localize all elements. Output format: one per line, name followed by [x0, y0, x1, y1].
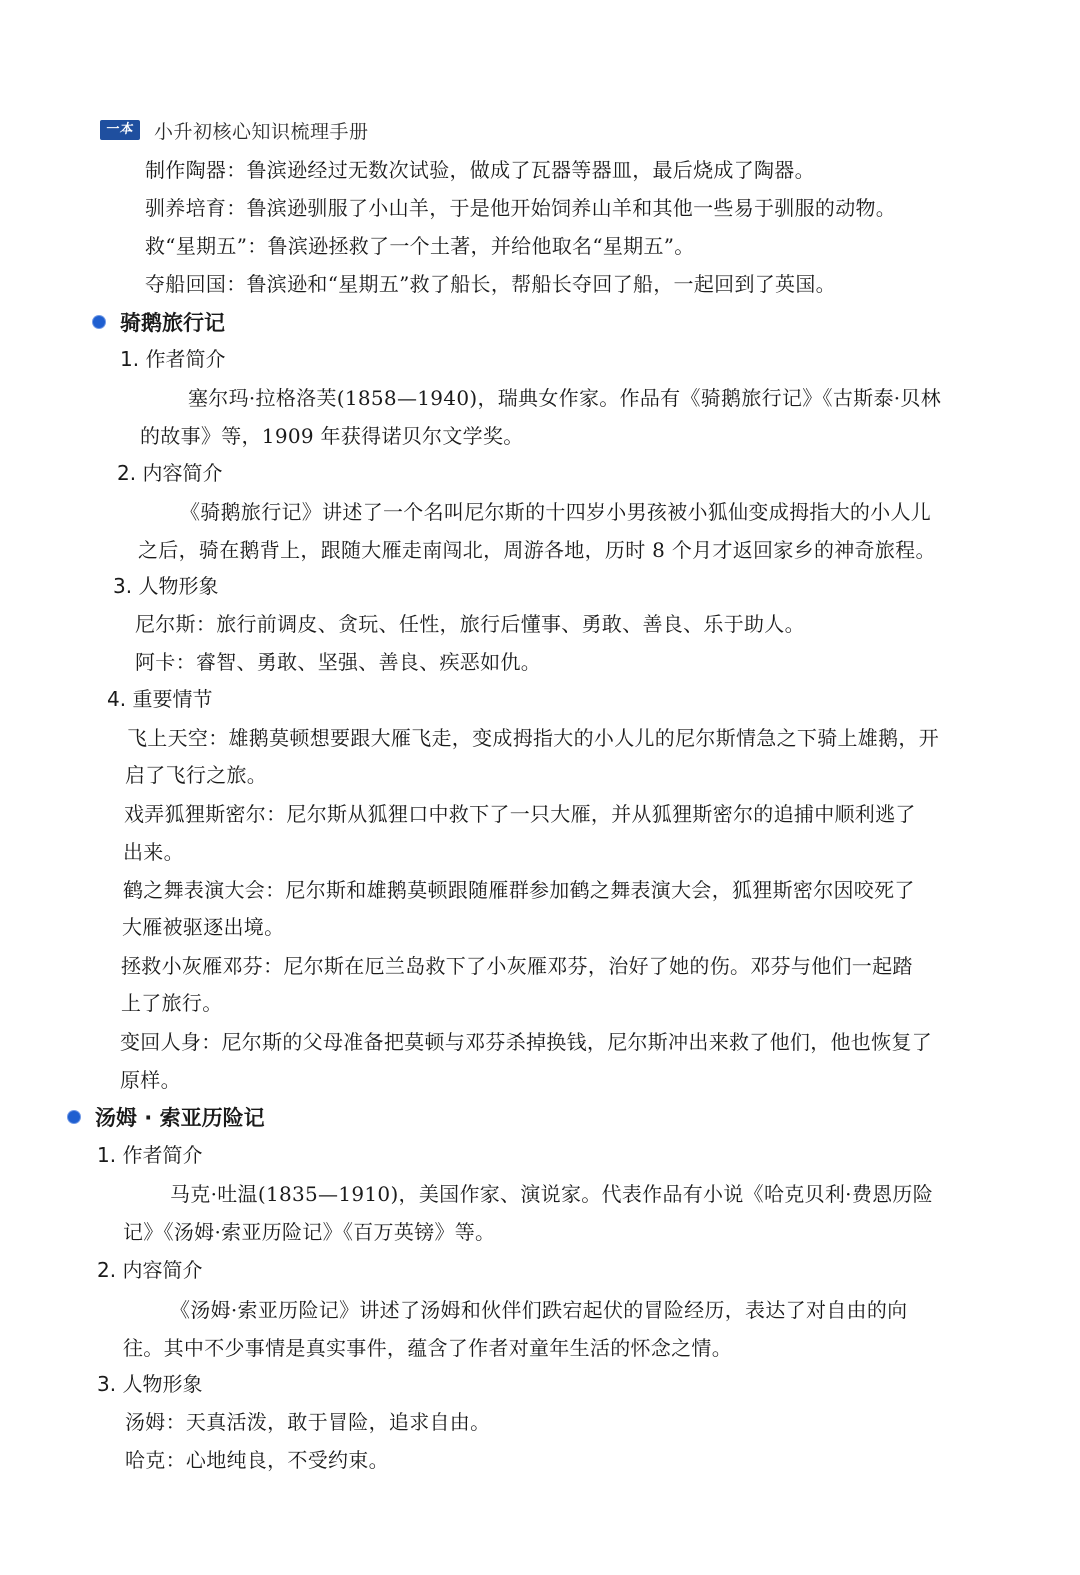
- header-title: 小升初核心知识梳理手册: [154, 120, 369, 143]
- character-item: 尼尔斯：旅行前调皮、贪玩、任性，旅行后懂事、勇敢、善良、乐于助人。: [135, 612, 805, 636]
- plot-item: 启了飞行之旅。: [125, 763, 268, 787]
- plot-item: 拯救小灰雁邓芬：尼尔斯在厄兰岛救下了小灰雁邓芬，治好了她的伤。邓芬与他们一起踏: [121, 954, 913, 978]
- character-item: 汤姆：天真活泼，敢于冒险，追求自由。: [125, 1410, 491, 1434]
- plot-item: 夺船回国：鲁滨逊和“星期五”救了船长，帮船长夺回了船，一起回到了英国。: [145, 272, 836, 296]
- paragraph-line: 的故事》等，1909 年获得诺贝尔文学奖。: [140, 424, 524, 448]
- subheading-plot: 4. 重要情节: [107, 687, 213, 711]
- paragraph-line: 之后，骑在鹅背上，跟随大雁走南闯北，周游各地，历时 8 个月才返回家乡的神奇旅程。: [138, 538, 936, 562]
- character-item: 阿卡：睿智、勇敢、坚强、善良、疾恶如仇。: [135, 650, 541, 674]
- subheading-characters: 3. 人物形象: [113, 574, 219, 598]
- plot-item: 戏弄狐狸斯密尔：尼尔斯从狐狸口中救下了一只大雁，并从狐狸斯密尔的追捕中顺利逃了: [124, 802, 916, 826]
- paragraph-line: 往。其中不少事情是真实事件，蕴含了作者对童年生活的怀念之情。: [123, 1336, 732, 1360]
- character-item: 哈克：心地纯良，不受约束。: [125, 1448, 389, 1472]
- subheading-content: 2. 内容简介: [117, 461, 223, 485]
- subheading-content: 2. 内容简介: [97, 1258, 203, 1282]
- plot-item: 制作陶器：鲁滨逊经过无数次试验，做成了瓦器等器皿，最后烧成了陶器。: [145, 158, 815, 182]
- section-heading-tom: [68, 1102, 265, 1132]
- bullet-icon: [93, 316, 105, 328]
- paragraph-line: 记》《汤姆·索亚历险记》《百万英镑》等。: [123, 1220, 496, 1244]
- plot-item: 出来。: [123, 840, 184, 864]
- plot-item: 飞上天空：雄鹅莫顿想要跟大雁飞走，变成拇指大的小人儿的尼尔斯情急之下骑上雄鹅，开: [127, 726, 939, 750]
- plot-item: 变回人身：尼尔斯的父母准备把莫顿与邓芬杀掉换钱，尼尔斯冲出来救了他们，他也恢复了: [120, 1030, 932, 1054]
- paragraph-line: 马克·吐温(1835—1910)，美国作家、演说家。代表作品有小说《哈克贝利·费恩历险: [170, 1182, 934, 1206]
- subheading-author: 1. 作者简介: [97, 1143, 203, 1167]
- plot-item: 上了旅行。: [121, 991, 223, 1015]
- paragraph-line: 塞尔玛·拉格洛芙(1858—1940)，瑞典女作家。作品有《骑鹅旅行记》《古斯泰·贝林: [188, 386, 942, 410]
- brand-logo: 一本: [100, 120, 140, 140]
- plot-item: 鹤之舞表演大会：尼尔斯和雄鹅莫顿跟随雁群参加鹤之舞表演大会，狐狸斯密尔因咬死了: [123, 878, 915, 902]
- subheading-characters: 3. 人物形象: [97, 1372, 203, 1396]
- section-title: 汤姆 · 索亚历险记: [95, 1106, 265, 1130]
- plot-item: 驯养培育：鲁滨逊驯服了小山羊，于是他开始饲养山羊和其他一些易于驯服的动物。: [145, 196, 897, 220]
- plot-item: 原样。: [120, 1068, 181, 1092]
- plot-item: 救“星期五”：鲁滨逊拯救了一个土著，并给他取名“星期五”。: [145, 234, 695, 258]
- paragraph-line: 《汤姆·索亚历险记》讲述了汤姆和伙伴们跌宕起伏的冒险经历，表达了对自由的向: [170, 1298, 908, 1322]
- page-header: [100, 118, 369, 142]
- section-heading-nils: [93, 307, 225, 337]
- bullet-icon: [68, 1111, 80, 1123]
- section-title: 骑鹅旅行记: [120, 311, 225, 335]
- paragraph-line: 《骑鹅旅行记》讲述了一个名叫尼尔斯的十四岁小男孩被小狐仙变成拇指大的小人儿: [180, 500, 932, 524]
- plot-item: 大雁被驱逐出境。: [122, 915, 285, 939]
- subheading-author: 1. 作者简介: [120, 347, 226, 371]
